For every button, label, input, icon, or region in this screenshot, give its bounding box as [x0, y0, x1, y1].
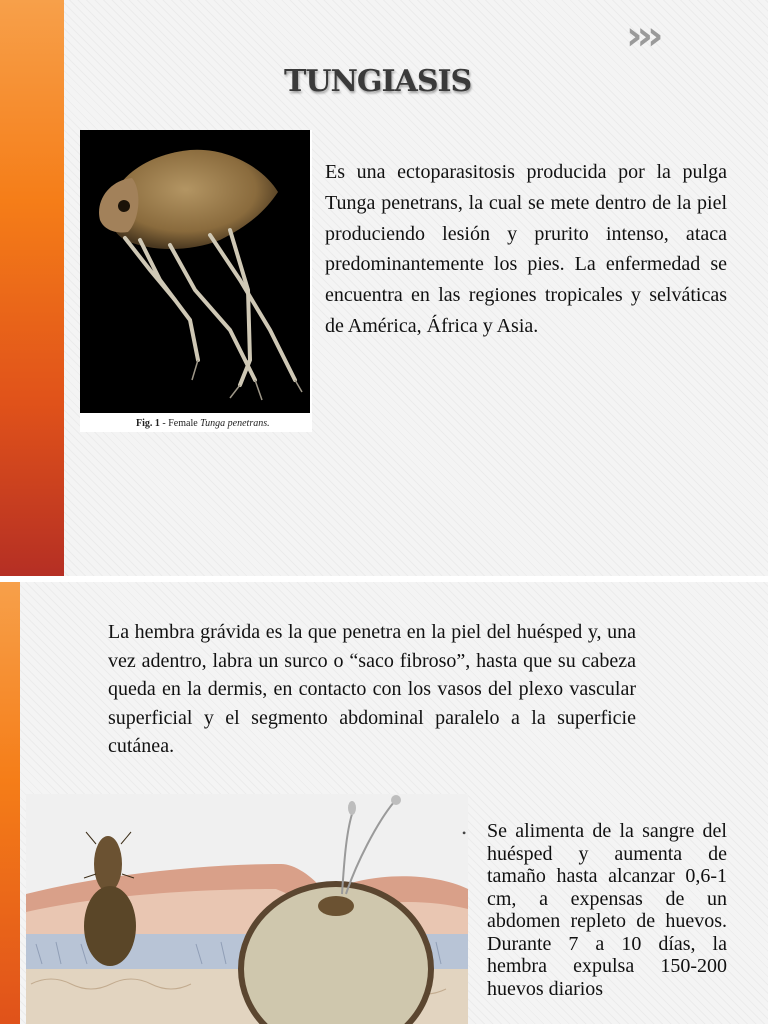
flea-photo [80, 130, 312, 432]
slide-title: TUNGIASIS [284, 64, 472, 99]
bullet-paragraph: Se alimenta de la sangre del huésped y aumenta de tamaño hasta alcanzar 0,6-1 cm, a expensas de un abdomen repleto de huevos. Durante 7 a 10 días, la hembra expulsa 150-200 huevos diarios [487, 820, 727, 1000]
caption-text: - Female [159, 418, 201, 429]
photo-caption [136, 418, 306, 430]
flea-icon [80, 130, 310, 413]
skin-cross-section-illustration [26, 794, 468, 1024]
triple-chevron-right-icon[interactable]: ››› [626, 13, 658, 59]
accent-bar-2 [0, 582, 20, 1024]
caption-species: Tunga penetrans. [200, 418, 270, 429]
caption-figure-number: Fig. 1 [136, 418, 160, 429]
bullet-marker: • [462, 826, 467, 840]
description-paragraph: La hembra grávida es la que penetra en la piel del huésped y, una vez adentro, labra un surco o “saco fibroso”, hasta que su cabeza queda en la dermis, en contacto con los vasos del plexo vascular superficial y el segmento abdominal paralelo a la superficie cutánea. [108, 621, 636, 757]
accent-bar [0, 0, 64, 576]
skin-section-icon [26, 794, 468, 1024]
intro-paragraph: Es una ectoparasitosis producida por la pulga Tunga penetrans, la cual se mete dentro de la piel produciendo lesión y prurito intenso, ataca predominantemente los pies. La enfermedad se encuentra en las regiones tropicales y selváticas de América, África y Asia. [325, 161, 727, 337]
flea-image [80, 130, 310, 413]
